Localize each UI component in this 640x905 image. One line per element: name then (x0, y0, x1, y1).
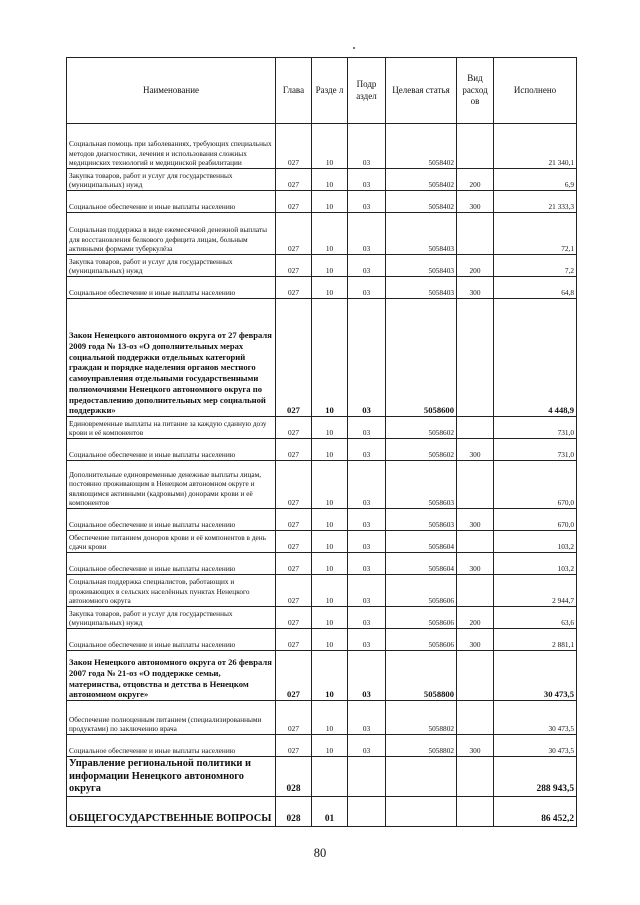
cell-name: Социальная поддержка специалистов, работающих и проживающих в сельских населённых пунктах Ненецкого автономного округа (67, 575, 276, 607)
table-row (67, 439, 577, 461)
cell-chapter: 027 (276, 299, 312, 417)
cell-target (386, 757, 457, 797)
cell-target: 5058602 (386, 417, 457, 439)
table-row (67, 461, 577, 509)
table-row (67, 575, 577, 607)
table-row (67, 735, 577, 757)
cell-target: 5058403 (386, 255, 457, 277)
cell-name: Социальное обеспечение и иные выплаты населению (67, 277, 276, 299)
cell-subsection: 03 (348, 607, 386, 629)
cell-section (312, 757, 348, 797)
table-row (67, 124, 577, 169)
cell-target: 5058800 (386, 651, 457, 701)
cell-name: Социальное обеспечение и иные выплаты населению (67, 191, 276, 213)
cell-executed: 7,2 (494, 255, 577, 277)
cell-chapter: 027 (276, 191, 312, 213)
cell-subsection: 03 (348, 169, 386, 191)
table-row (67, 299, 577, 417)
cell-name: Социальное обеспечение и иные выплаты населению (67, 553, 276, 575)
cell-subsection: 03 (348, 439, 386, 461)
cell-expense-type: 200 (457, 607, 494, 629)
cell-executed: 21 333,3 (494, 191, 577, 213)
table-row (67, 255, 577, 277)
cell-target: 5058403 (386, 277, 457, 299)
cell-chapter: 027 (276, 575, 312, 607)
cell-expense-type (457, 797, 494, 827)
cell-executed: 2 944,7 (494, 575, 577, 607)
cell-chapter: 027 (276, 417, 312, 439)
cell-expense-type (457, 124, 494, 169)
cell-executed: 731,0 (494, 417, 577, 439)
cell-name: Социальное обеспечение и иные выплаты населению (67, 735, 276, 757)
cell-subsection: 03 (348, 575, 386, 607)
cell-subsection (348, 757, 386, 797)
table-row (67, 629, 577, 651)
cell-target: 5058604 (386, 531, 457, 553)
cell-subsection: 03 (348, 509, 386, 531)
cell-executed: 288 943,5 (494, 757, 577, 797)
cell-name: Обеспечение питанием доноров крови и её компонентов в день сдачи крови (67, 531, 276, 553)
cell-section: 10 (312, 417, 348, 439)
cell-name: Управление региональной политики и информации Ненецкого автономного округа (67, 757, 276, 797)
header-name: Наименование (67, 58, 276, 124)
cell-expense-type: 300 (457, 509, 494, 531)
cell-executed: 86 452,2 (494, 797, 577, 827)
cell-chapter: 028 (276, 797, 312, 827)
cell-section: 10 (312, 629, 348, 651)
cell-executed: 64,8 (494, 277, 577, 299)
table-row (67, 191, 577, 213)
cell-subsection: 03 (348, 417, 386, 439)
table-row (67, 417, 577, 439)
header-chapter: Глава (276, 58, 312, 124)
cell-subsection: 03 (348, 277, 386, 299)
cell-section: 10 (312, 701, 348, 735)
cell-expense-type (457, 299, 494, 417)
cell-target: 5058606 (386, 607, 457, 629)
cell-name: Обеспечение полноценным питанием (специализированными продуктами) по заключению врача (67, 701, 276, 735)
table-row (67, 509, 577, 531)
table-row (67, 607, 577, 629)
cell-chapter: 027 (276, 461, 312, 509)
cell-name: Социальное обеспечение и иные выплаты населению (67, 629, 276, 651)
cell-target: 5058802 (386, 735, 457, 757)
cell-target: 5058603 (386, 509, 457, 531)
cell-expense-type: 300 (457, 553, 494, 575)
cell-target: 5058606 (386, 575, 457, 607)
cell-name: Единовременные выплаты на питание за каждую сданную дозу крови и её компонентов (67, 417, 276, 439)
table-row (67, 531, 577, 553)
cell-executed: 670,0 (494, 509, 577, 531)
cell-section: 10 (312, 255, 348, 277)
cell-expense-type: 300 (457, 191, 494, 213)
header-executed: Исполнено (494, 58, 577, 124)
cell-name: ОБЩЕГОСУДАРСТВЕННЫЕ ВОПРОСЫ (67, 797, 276, 827)
cell-section: 10 (312, 439, 348, 461)
cell-executed: 670,0 (494, 461, 577, 509)
cell-chapter: 027 (276, 553, 312, 575)
cell-section: 10 (312, 575, 348, 607)
table-row (67, 701, 577, 735)
cell-expense-type (457, 417, 494, 439)
cell-target: 5058604 (386, 553, 457, 575)
table-row (67, 651, 577, 701)
cell-chapter: 027 (276, 255, 312, 277)
cell-target: 5058602 (386, 439, 457, 461)
cell-subsection: 03 (348, 255, 386, 277)
cell-expense-type: 200 (457, 169, 494, 191)
cell-section: 10 (312, 735, 348, 757)
cell-chapter: 027 (276, 651, 312, 701)
cell-section: 10 (312, 299, 348, 417)
cell-executed: 21 340,1 (494, 124, 577, 169)
cell-section: 10 (312, 277, 348, 299)
cell-section: 10 (312, 607, 348, 629)
table-row (67, 797, 577, 827)
cell-target: 5058606 (386, 629, 457, 651)
cell-name: Социальное обеспечение и иные выплаты населению (67, 509, 276, 531)
cell-expense-type (457, 213, 494, 255)
cell-chapter: 027 (276, 124, 312, 169)
cell-target: 5058403 (386, 213, 457, 255)
cell-section: 10 (312, 531, 348, 553)
cell-subsection: 03 (348, 629, 386, 651)
cell-expense-type (457, 757, 494, 797)
scan-speck (353, 47, 355, 49)
cell-section: 01 (312, 797, 348, 827)
cell-subsection: 03 (348, 213, 386, 255)
cell-chapter: 027 (276, 629, 312, 651)
table-row (67, 169, 577, 191)
cell-name: Закон Ненецкого автономного округа от 27 февраля 2009 года № 13-оз «О дополнительных мерах социальной поддержки отдельных категорий граждан и порядке наделения органов местного самоуправления отдельными государственными полномочиями Ненецкого автономного округа по предоставлению дополнительных мер социальной поддержки» (67, 299, 276, 417)
cell-executed: 103,2 (494, 531, 577, 553)
cell-target: 5058402 (386, 191, 457, 213)
cell-section: 10 (312, 553, 348, 575)
cell-name: Социальная помощь при заболеваниях, требующих специальных методов диагностики, лечения и использования сложных медицинских технологий и медицинской реабилитации (67, 124, 276, 169)
cell-name: Социальная поддержка в виде ежемесячной денежной выплаты для восстановления белкового дефицита лицам, больным активными формами туберкулёза (67, 213, 276, 255)
cell-chapter: 027 (276, 277, 312, 299)
cell-chapter: 027 (276, 607, 312, 629)
cell-chapter: 027 (276, 701, 312, 735)
cell-name: Социальное обеспечение и иные выплаты населению (67, 439, 276, 461)
budget-table (66, 57, 577, 827)
table-row (67, 553, 577, 575)
page-number: 80 (313, 846, 327, 860)
table-row (67, 213, 577, 255)
cell-expense-type (457, 531, 494, 553)
cell-chapter: 027 (276, 531, 312, 553)
cell-section: 10 (312, 169, 348, 191)
cell-expense-type (457, 651, 494, 701)
table-row (67, 277, 577, 299)
cell-executed: 30 473,5 (494, 701, 577, 735)
cell-section: 10 (312, 191, 348, 213)
cell-subsection: 03 (348, 735, 386, 757)
table-row (67, 757, 577, 797)
cell-name: Закон Ненецкого автономного округа от 26 февраля 2007 года № 21-оз «О поддержке семьи, материнства, отцовства и детства в Ненецком автономном округе» (67, 651, 276, 701)
header-expense-type: Вид расход ов (457, 58, 494, 124)
cell-subsection: 03 (348, 461, 386, 509)
cell-executed: 2 881,1 (494, 629, 577, 651)
cell-section: 10 (312, 124, 348, 169)
cell-executed: 6,9 (494, 169, 577, 191)
cell-expense-type: 300 (457, 735, 494, 757)
cell-target: 5058603 (386, 461, 457, 509)
cell-name: Закупка товаров, работ и услуг для государственных (муниципальных) нужд (67, 255, 276, 277)
cell-executed: 72,1 (494, 213, 577, 255)
cell-expense-type: 300 (457, 439, 494, 461)
cell-subsection: 03 (348, 651, 386, 701)
cell-chapter: 027 (276, 439, 312, 461)
cell-chapter: 027 (276, 169, 312, 191)
header-subsection: Подр аздел (348, 58, 386, 124)
cell-subsection: 03 (348, 531, 386, 553)
table-body (67, 124, 577, 827)
cell-expense-type (457, 461, 494, 509)
cell-executed: 30 473,5 (494, 735, 577, 757)
cell-subsection: 03 (348, 124, 386, 169)
cell-expense-type: 300 (457, 277, 494, 299)
cell-subsection: 03 (348, 191, 386, 213)
cell-section: 10 (312, 461, 348, 509)
cell-executed: 731,0 (494, 439, 577, 461)
cell-target: 5058600 (386, 299, 457, 417)
cell-chapter: 027 (276, 213, 312, 255)
table-header-row (67, 58, 577, 124)
cell-executed: 4 448,9 (494, 299, 577, 417)
cell-name: Закупка товаров, работ и услуг для государственных (муниципальных) нужд (67, 607, 276, 629)
cell-target: 5058402 (386, 124, 457, 169)
header-target: Целевая статья (386, 58, 457, 124)
cell-subsection (348, 797, 386, 827)
cell-subsection: 03 (348, 701, 386, 735)
cell-expense-type: 200 (457, 255, 494, 277)
cell-chapter: 028 (276, 757, 312, 797)
cell-chapter: 027 (276, 735, 312, 757)
cell-chapter: 027 (276, 509, 312, 531)
cell-target (386, 797, 457, 827)
cell-expense-type (457, 575, 494, 607)
cell-subsection: 03 (348, 299, 386, 417)
cell-name: Дополнительные единовременные денежные выплаты лицам, постоянно проживающим в Ненецком автономном округе и являющимся активными (кадровыми) донорами крови и её компонентов (67, 461, 276, 509)
cell-expense-type (457, 701, 494, 735)
cell-name: Закупка товаров, работ и услуг для государственных (муниципальных) нужд (67, 169, 276, 191)
cell-section: 10 (312, 509, 348, 531)
cell-expense-type: 300 (457, 629, 494, 651)
cell-subsection: 03 (348, 553, 386, 575)
cell-executed: 103,2 (494, 553, 577, 575)
cell-target: 5058402 (386, 169, 457, 191)
cell-executed: 30 473,5 (494, 651, 577, 701)
cell-section: 10 (312, 651, 348, 701)
cell-target: 5058802 (386, 701, 457, 735)
header-section: Разде л (312, 58, 348, 124)
cell-section: 10 (312, 213, 348, 255)
cell-executed: 63,6 (494, 607, 577, 629)
